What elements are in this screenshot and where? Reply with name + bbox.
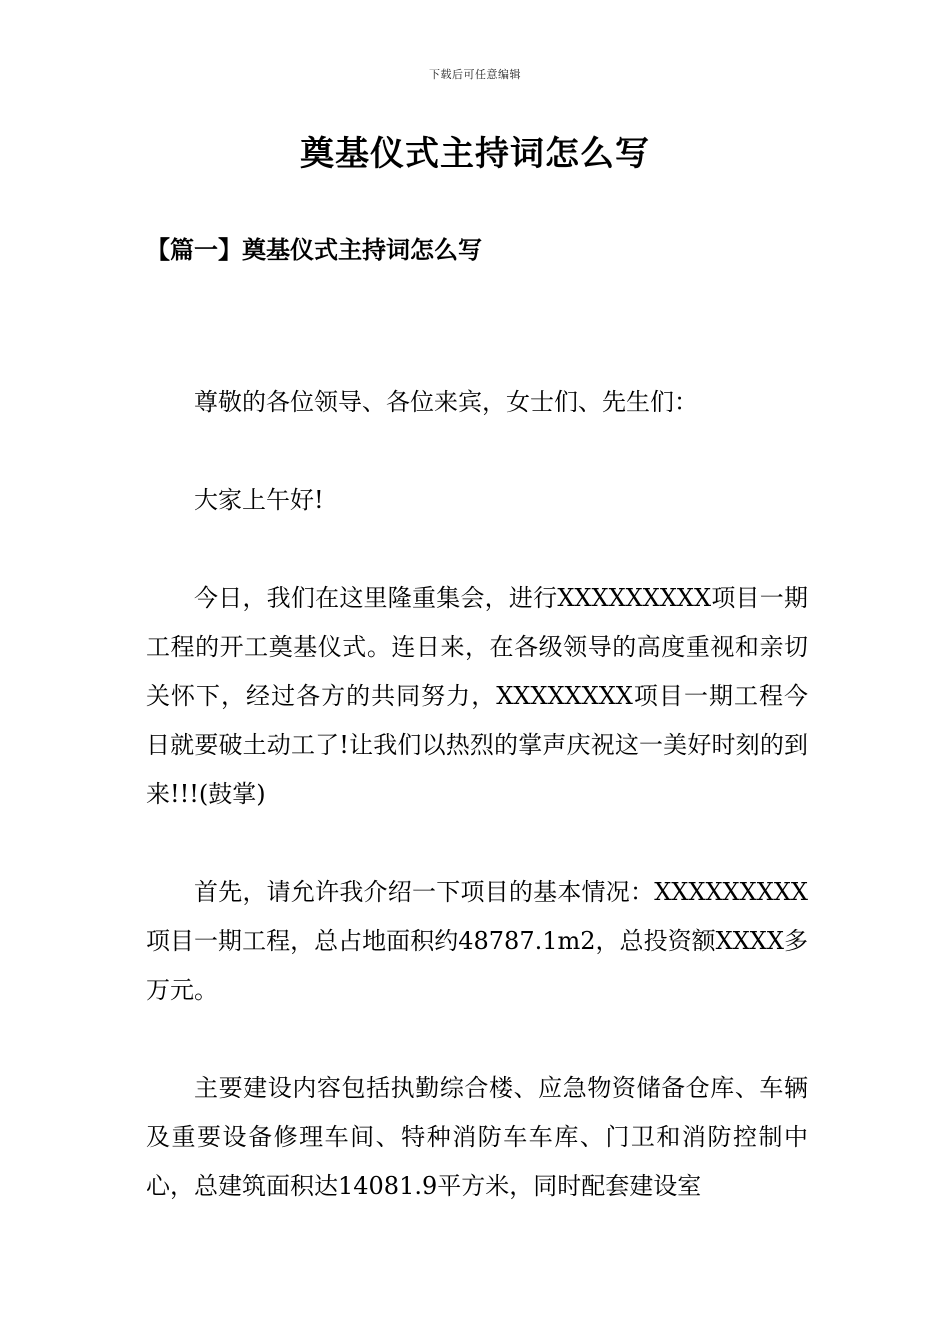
greeting-paragraph: 尊敬的各位领导、各位来宾，女士们、先生们： (194, 388, 698, 416)
salutation-paragraph: 大家上午好! (194, 486, 324, 514)
section-heading: 【篇一】奠基仪式主持词怎么写 (146, 235, 482, 264)
document-title: 奠基仪式主持词怎么写 (300, 134, 650, 174)
header-note: 下载后可任意编辑 (429, 68, 521, 81)
project-overview-paragraph: 首先，请允许我介绍一下项目的基本情况：XXXXXXXXX项目一期工程，总占地面积约48787.1m2，总投资额XXXX多万元。 (146, 878, 808, 1004)
document-body (146, 378, 808, 1260)
construction-content-paragraph: 主要建设内容包括执勤综合楼、应急物资储备仓库、车辆及重要设备修理车间、特种消防车车库、门卫和消防控制中心，总建筑面积达14081.9平方米，同时配套建设室 (146, 1074, 808, 1200)
opening-paragraph: 今日，我们在这里隆重集会，进行XXXXXXXXX项目一期工程的开工奠基仪式。连日来，在各级领导的高度重视和亲切关怀下，经过各方的共同努力，XXXXXXXX项目一期工程今日就要破土动工了!让我们以热烈的掌声庆祝这一美好时刻的到来!!!(鼓掌) (146, 584, 808, 808)
